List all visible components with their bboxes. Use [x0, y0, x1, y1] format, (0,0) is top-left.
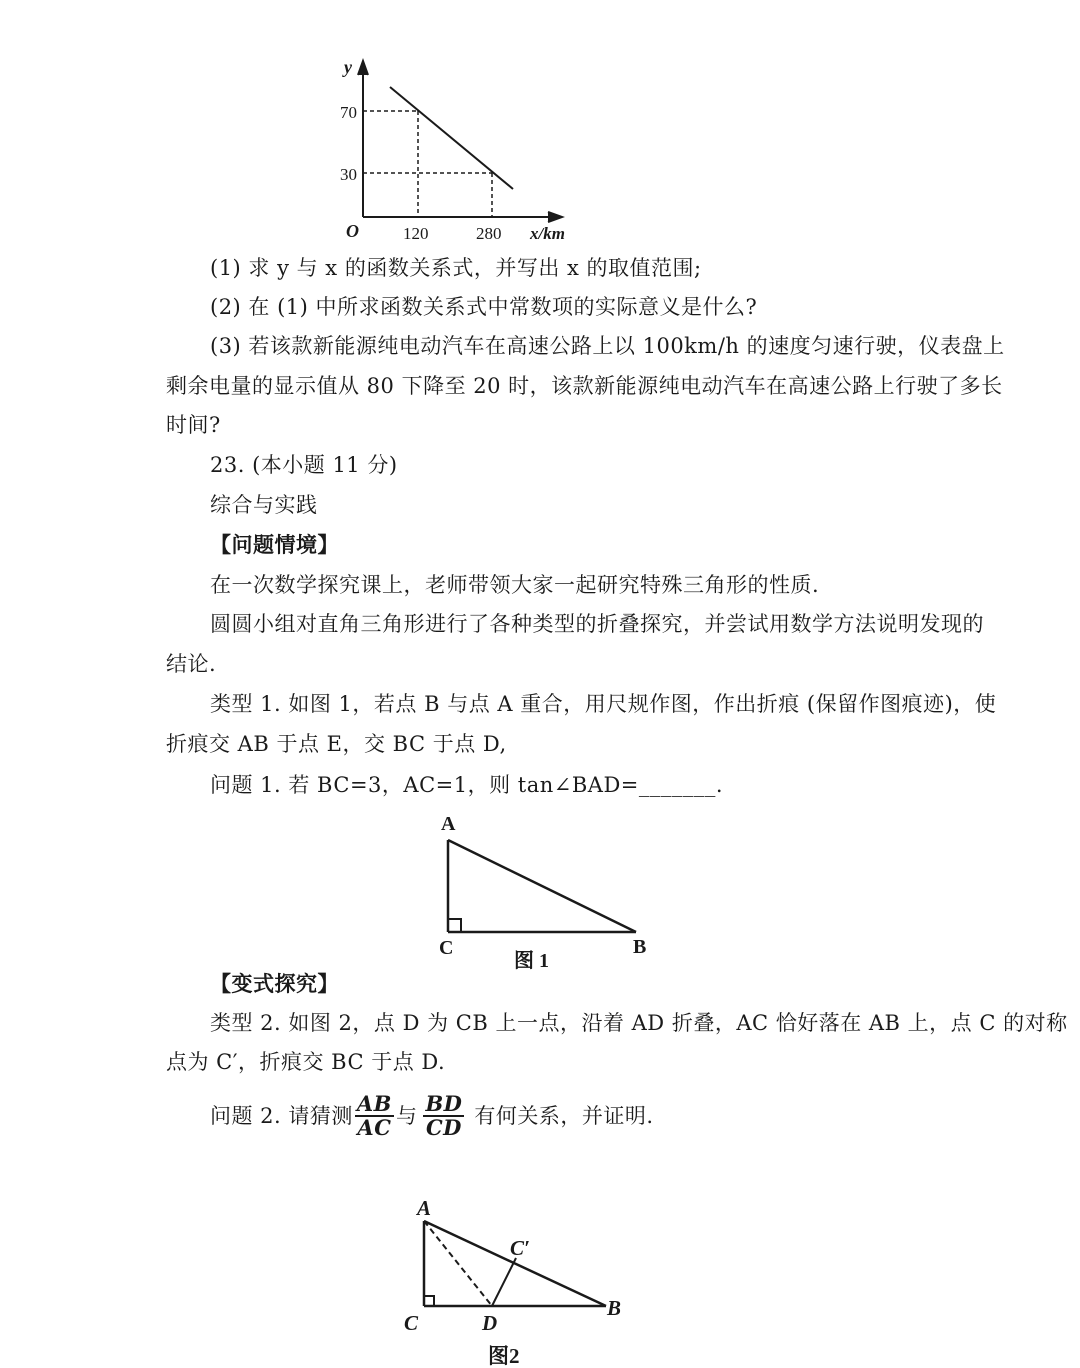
- fraction1-numerator: AB: [356, 1091, 392, 1116]
- fig2-label-b: B: [607, 1296, 622, 1320]
- fig2-segment-dc-prime: [492, 1258, 516, 1306]
- q23-header: 23. (本小题 11 分): [210, 453, 398, 477]
- q22-part3-line2: 剩余电量的显示值从 80 下降至 20 时，该款新能源纯电动汽车在高速公路上行驶了多长: [166, 374, 1003, 398]
- figure-1: [430, 810, 670, 980]
- problem2-prefix: 问题 2. 请猜测: [210, 1104, 353, 1128]
- fig2-label-a: A: [417, 1196, 432, 1220]
- problem2-mid: 与: [395, 1104, 418, 1128]
- situation-line1: 在一次数学探究课上，老师带领大家一起研究特殊三角形的性质.: [210, 573, 820, 597]
- q22-part3-line3: 时间?: [166, 413, 221, 437]
- y-axis-arrow: [358, 61, 368, 75]
- fig2-label-c-prime: C′: [510, 1236, 530, 1260]
- fig2-fold-line-ad: [424, 1221, 492, 1306]
- problem2-suffix: 有何关系，并证明.: [474, 1104, 654, 1128]
- variant-title: 【变式探究】: [210, 971, 339, 996]
- type2-line2: 点为 C′，折痕交 BC 于点 D.: [166, 1050, 446, 1074]
- type1-line1: 类型 1. 如图 1，若点 B 与点 A 重合，用尺规作图，作出折痕 (保留作图痕迹)，使: [210, 692, 997, 716]
- x-tick-280: 280: [476, 224, 502, 243]
- fig2-side-ab: [424, 1221, 606, 1306]
- problem2: [210, 1091, 654, 1141]
- figure-2: [400, 1195, 640, 1368]
- situation-line2: 圆圆小组对直角三角形进行了各种类型的折叠探究，并尝试用数学方法说明发现的: [210, 612, 984, 636]
- fig1-label-b: B: [633, 936, 647, 958]
- fig1-right-angle-mark: [448, 919, 461, 932]
- q23-subtitle: 综合与实践: [210, 493, 318, 517]
- q22-part2: (2) 在 (1) 中所求函数关系式中常数项的实际意义是什么?: [210, 295, 758, 319]
- fraction2-denominator: CD: [425, 1115, 462, 1140]
- fig2-label-d: D: [482, 1311, 498, 1335]
- problem1: 问题 1. 若 BC=3，AC=1，则 tan∠BAD=_______.: [210, 773, 724, 797]
- x-tick-120: 120: [403, 224, 429, 243]
- x-axis-arrow: [548, 212, 562, 222]
- y-tick-30: 30: [340, 165, 357, 184]
- q22-part1: (1) 求 y 与 x 的函数关系式，并写出 x 的取值范围;: [210, 256, 702, 280]
- fraction-bd-over-cd: [423, 1093, 464, 1139]
- fraction-ab-over-ac: [355, 1093, 394, 1139]
- distance-power-graph: [330, 55, 590, 250]
- fig1-side-ab: [448, 840, 636, 932]
- problem-situation-title: 【问题情境】: [210, 532, 339, 557]
- fig1-label-c: C: [439, 937, 454, 959]
- y-tick-70: 70: [340, 103, 357, 122]
- fig2-caption: 图2: [488, 1344, 520, 1368]
- y-axis-label: y: [344, 57, 352, 77]
- fig2-right-angle-mark: [424, 1296, 434, 1306]
- fig1-caption: 图 1: [514, 950, 549, 972]
- fig2-label-c: C: [404, 1311, 419, 1335]
- fraction2-numerator: BD: [425, 1091, 463, 1116]
- fraction1-denominator: AC: [357, 1115, 392, 1140]
- situation-line3: 结论.: [166, 652, 217, 676]
- x-axis-label: x/km: [530, 224, 565, 243]
- origin-label: O: [346, 221, 359, 241]
- q22-part3-line1: (3) 若该款新能源纯电动汽车在高速公路上以 100km/h 的速度匀速行驶，仪表盘上: [210, 334, 1005, 358]
- type1-line2: 折痕交 AB 于点 E，交 BC 于点 D,: [166, 732, 507, 756]
- fig1-label-a: A: [441, 813, 456, 835]
- type2-line1: 类型 2. 如图 2，点 D 为 CB 上一点，沿着 AD 折叠，AC 恰好落在 AB 上，点 C 的对称: [210, 1011, 1068, 1035]
